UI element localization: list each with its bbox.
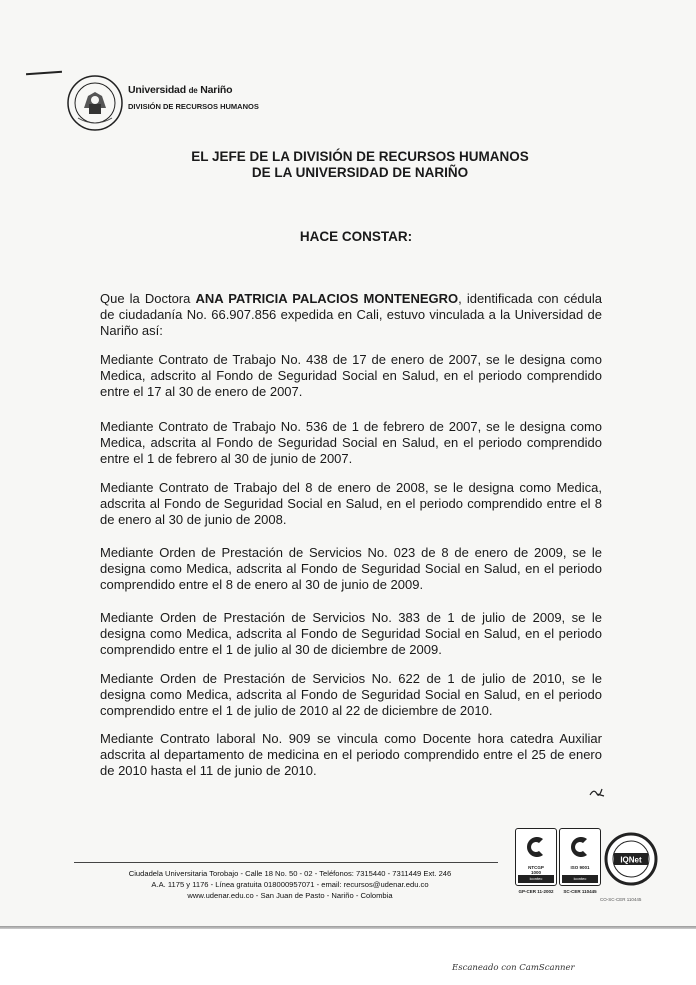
document-title: [12, 149, 696, 181]
camscanner-watermark: Escaneado con CamScanner: [452, 963, 575, 973]
ntcgp-badge-box: [515, 828, 557, 886]
iso-brand: icontec: [562, 875, 598, 883]
contract-paragraph-7: Mediante Contrato laboral No. 909 se vincula como Docente hora catedra Auxiliar adscrita al departamento de medicina en el periodo comprendido entre el 25 de enero de 2010 hasta el 11 de junio de 2010.: [100, 731, 602, 778]
university-seal-icon: [66, 74, 124, 132]
footer-divider: [74, 862, 498, 863]
intro-before: Que la Doctora: [100, 291, 196, 306]
footer-address: [80, 868, 500, 901]
university-name-text: Nariño: [200, 84, 233, 96]
ntcgp-label: NTCGP 1000: [528, 865, 544, 875]
university-name: [128, 84, 232, 96]
footer-line-2: A.A. 1175 y 1176 - Línea gratuita 018000957071 - email: recursos@udenar.edu.co: [151, 880, 429, 889]
contract-paragraph-5: Mediante Orden de Prestación de Servicios No. 383 de 1 de julio de 2009, se le designa como Medica, adscrita al Fondo de Seguridad Social en Salud, en el periodo comprendido entre el 1 de julio al 30 de diciembre de 2009.: [100, 610, 602, 657]
footer-line-3: www.udenar.edu.co - San Juan de Pasto - Nariño - Colombia: [187, 891, 393, 900]
contract-paragraph-4: Mediante Orden de Prestación de Servicios No. 023 de 8 de enero de 2009, se le designa como Medica, adscrita al Fondo de Seguridad Social en Salud, en el periodo comprendido entre el 8 de enero al 30 de junio de 2009.: [100, 545, 602, 592]
university-de: de: [188, 86, 198, 95]
contract-paragraph-3: Mediante Contrato de Trabajo del 8 de enero de 2008, se le designa como Medica, adscrita al Fondo de Seguridad Social en Salud, en el periodo comprendido entre el 8 de enero al 30 de junio de 2008.: [100, 480, 602, 527]
title-line-2: DE LA UNIVERSIDAD DE NARIÑO: [251, 165, 469, 180]
letterhead: [66, 74, 296, 136]
scan-edge: [0, 926, 696, 929]
iqnet-code: CO-SC-CER 110445: [600, 897, 642, 902]
document-subtitle: HACE CONSTAR:: [299, 229, 413, 244]
icontec-logo-icon: [567, 833, 593, 861]
person-name: ANA PATRICIA PALACIOS MONTENEGRO: [195, 291, 459, 306]
iso-label: ISO 9001: [570, 865, 590, 870]
ntcgp-certification-badge: [514, 828, 558, 902]
icontec-logo-icon: [523, 833, 549, 861]
contract-paragraph-6: Mediante Orden de Prestación de Servicios No. 622 de 1 de julio de 2010, se le designa como Medica, adscrita al Fondo de Seguridad Social en Salud, en el periodo comprendido entre el 1 de julio de 2010 al 22 de diciembre de 2010.: [100, 671, 602, 718]
iso-code: SC-CER 110445: [563, 889, 597, 894]
pen-mark: [26, 71, 62, 76]
university-prefix: Universidad: [128, 84, 186, 96]
ntcgp-code: GP-CER 11-2002: [518, 889, 554, 894]
intro-paragraph: [100, 291, 602, 339]
initials-mark-icon: [588, 786, 606, 800]
iqnet-label: IQNet: [620, 855, 642, 865]
division-name: DIVISIÓN DE RECURSOS HUMANOS: [128, 102, 259, 111]
footer-line-1: Ciudadela Universitaria Torobajo - Calle 18 No. 50 - 02 - Teléfonos: 7315440 - 7311449 Ext. 246: [128, 869, 452, 878]
title-line-1: EL JEFE DE LA DIVISIÓN DE RECURSOS HUMANOS: [191, 149, 529, 164]
iso-certification-badge: [558, 828, 602, 902]
ntcgp-brand: icontec: [518, 875, 554, 883]
contract-paragraph-2: Mediante Contrato de Trabajo No. 536 de 1 de febrero de 2007, se le designa como Medica, adscrita al Fondo de Seguridad Social en Salud, en el periodo comprendido entre el 1 de febrero al 30 de junio de 2007.: [100, 419, 602, 466]
iso-badge-box: [559, 828, 601, 886]
iqnet-logo-icon: [604, 832, 658, 886]
contract-paragraph-1: Mediante Contrato de Trabajo No. 438 de 17 de enero de 2007, se le designa como Medica, adscrito al Fondo de Seguridad Social en Salud, en el periodo comprendido entre el 17 al 30 de enero de 2007.: [100, 352, 602, 399]
intro-after: , identificada con cédula de ciudadanía No. 66.907.856 expedida en Cali, estuvo vinculada a la Universidad de Nariño así:: [100, 291, 603, 338]
